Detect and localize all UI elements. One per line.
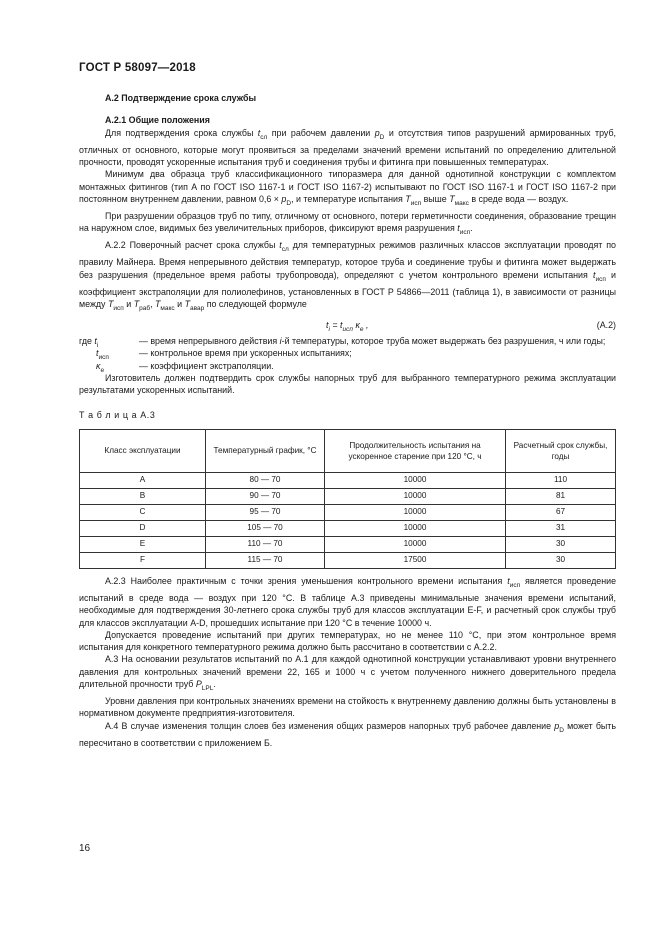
- document-header: ГОСТ Р 58097—2018: [79, 62, 196, 74]
- paragraph: Минимум два образца труб классификационного типоразмера для данной однотипной конструкции с комплектом монтажных фитингов (тип А по ГОСТ ISO 1167-1 и ГОСТ ISO 1167-2) испытывают по ГОСТ ISO 1167-1 и ГОСТ ISO 1167-2 при постоянном внутреннем давлении, равном $0,6 \times p_D$, и температуре испытания $T_{исп}$ выше $T_{макс}$ в среде вода — воздух.: [79, 169, 616, 207]
- table-header-cell: Класс эксплуатации: [80, 429, 206, 472]
- table-cell: 115 — 70: [206, 552, 325, 568]
- table-row: [80, 520, 616, 536]
- table-cell: E: [80, 536, 206, 552]
- definition-text: — время непрерывного действия i-й температуры, которое труба может выдержать без разрушения, ч или годы;: [139, 336, 606, 347]
- definition-term: $\kappa_e$: [96, 360, 105, 374]
- table-cell: 10000: [325, 520, 506, 536]
- data-table: [79, 429, 616, 569]
- table-cell: 10000: [325, 536, 506, 552]
- document-body: [79, 92, 616, 749]
- table-cell: 30: [506, 536, 616, 552]
- paragraph: Уровни давления при контрольных значениях времени на стойкость к внутреннему давлению должны быть установлены в нормативном документе предприятия-изготовителя.: [79, 696, 616, 719]
- table-cell: 10000: [325, 504, 506, 520]
- definition-term: где $t_i$: [79, 336, 99, 349]
- table-header-cell: Продолжительность испытания на ускоренное старение при 120 °С, ч: [325, 429, 506, 472]
- table-body: [80, 472, 616, 568]
- table-header-cell: Расчетный срок службы, годы: [506, 429, 616, 472]
- paragraph: Для подтверждения срока службы $t_{сл}$ при рабочем давлении $p_D$ и отсутствия типов разрушений армированных труб, отличных от основного, которые могут проявиться за пределами значений времени испытаний по определению длительной прочности, проводят ускоренные испытания труб и соединения трубы и фитинга при повышенных температурах.: [79, 127, 617, 167]
- table-cell: 10000: [325, 472, 506, 488]
- table-cell: 67: [506, 504, 616, 520]
- table-cell: 110: [506, 472, 616, 488]
- paragraph: Допускается проведение испытаний при других температурах, но не менее 110 °С, при этом контрольное время испытания для конкретного температурного режима должно быть рассчитано в соответствии с А.2.2.: [79, 629, 616, 653]
- table-header-row: [80, 429, 616, 472]
- table-cell: 30: [506, 552, 616, 568]
- paragraph: При разрушении образцов труб по типу, отличному от основного, потери герметичности соединения, образование трещин на наружном слое, видимых без увеличительных приборов, фиксируют время разрушения $t_{исп}$.: [79, 210, 616, 237]
- table-cell: 10000: [325, 488, 506, 504]
- table-row: [80, 504, 616, 520]
- table-row: [80, 472, 616, 488]
- section-heading-a21: А.2.1 Общие положения: [105, 115, 210, 126]
- table-header-cell: Температурный график, °С: [206, 429, 325, 472]
- formula-definitions: [79, 335, 616, 372]
- table-row: [80, 536, 616, 552]
- paragraph: Изготовитель должен подтвердить срок службы напорных труб для выбранного температурного режима эксплуатации результатами ускоренных испытаний.: [79, 373, 616, 396]
- table-cell: 31: [506, 520, 616, 536]
- table-cell: В: [80, 488, 206, 504]
- table-cell: А: [80, 472, 206, 488]
- table-cell: 95 — 70: [206, 504, 325, 520]
- paragraph: А.2.2 Поверочный расчет срока службы $t_{сл}$ для температурных режимов различных классов эксплуатации проводят по правилу Майнера. Время непрерывного действия температур, которое труба и соединение трубы и фитинга может выдержать без разрушения (предельное время работы трубопровода), определяют с учетом контрольного времени испытания $t_{исп}$ и коэффициент экстраполяции для полиолефинов, установленных в ГОСТ Р 54866—2011 (таблица 1), в зависимости от разницы между $T_{исп}$ и $T_{раб}$, $T_{макс}$ и $T_{авар}$ по следующей формуле: [79, 240, 616, 312]
- table-cell: 81: [506, 488, 616, 504]
- formula-block: [79, 317, 616, 333]
- definition-text: — коэффициент экстраполяции.: [139, 360, 274, 371]
- table-caption: Т а б л и ц а А.3: [79, 409, 156, 420]
- definition-term: $t_{исп}$: [96, 348, 109, 362]
- paragraph: А.2.3 Наиболее практичным с точки зрения уменьшения контрольного времени испытания $t_{исп}$ является проведение испытаний в среде вода — воздух при 120 °С. В таблице А.3 приведены минимальные значения времени испытаний, необходимые для подтверждения 30-летнего срока службы труб для классов эксплуатации E-F, и расчетный срок службы труб для классов эксплуатации A-D, прошедших испытание при 120 °С в течение 10000 ч.: [79, 575, 617, 628]
- table-cell: 105 — 70: [206, 520, 325, 536]
- section-heading-a2: А.2 Подтверждение срока службы: [105, 93, 257, 103]
- table-cell: 90 — 70: [206, 488, 325, 504]
- definition-row: [79, 360, 616, 372]
- table-cell: 17500: [325, 552, 506, 568]
- table-cell: С: [80, 504, 206, 520]
- table-cell: D: [80, 520, 206, 536]
- definition-row: [79, 347, 616, 362]
- definition-row: [79, 335, 616, 347]
- paragraph: А.4 В случае изменения толщин слоев без изменения общих размеров напорных труб рабочее давление $p_D$ может быть пересчитано в соответствии с приложением Б.: [79, 720, 616, 748]
- paragraph: А.3 На основании результатов испытаний по А.1 для каждой однотипной конструкции устанавливают уровни внутреннего давления для контрольных значений времени 22, 165 и 1000 ч с учетом полученного нижнего доверительного предела длительной прочности труб $P_{LPL}$.: [79, 654, 616, 692]
- table-cell: 80 — 70: [206, 472, 325, 488]
- table-cell: F: [80, 552, 206, 568]
- definition-text: — контрольное время при ускоренных испытаниях;: [139, 348, 352, 359]
- formula-number: (А.2): [596, 320, 616, 331]
- table-row: [80, 552, 616, 568]
- page-number: 16: [79, 843, 91, 854]
- table-row: [80, 488, 616, 504]
- table-cell: 110 — 70: [206, 536, 325, 552]
- formula: $t_i = t_{исп}$ $\kappa_e$ ,: [326, 320, 369, 333]
